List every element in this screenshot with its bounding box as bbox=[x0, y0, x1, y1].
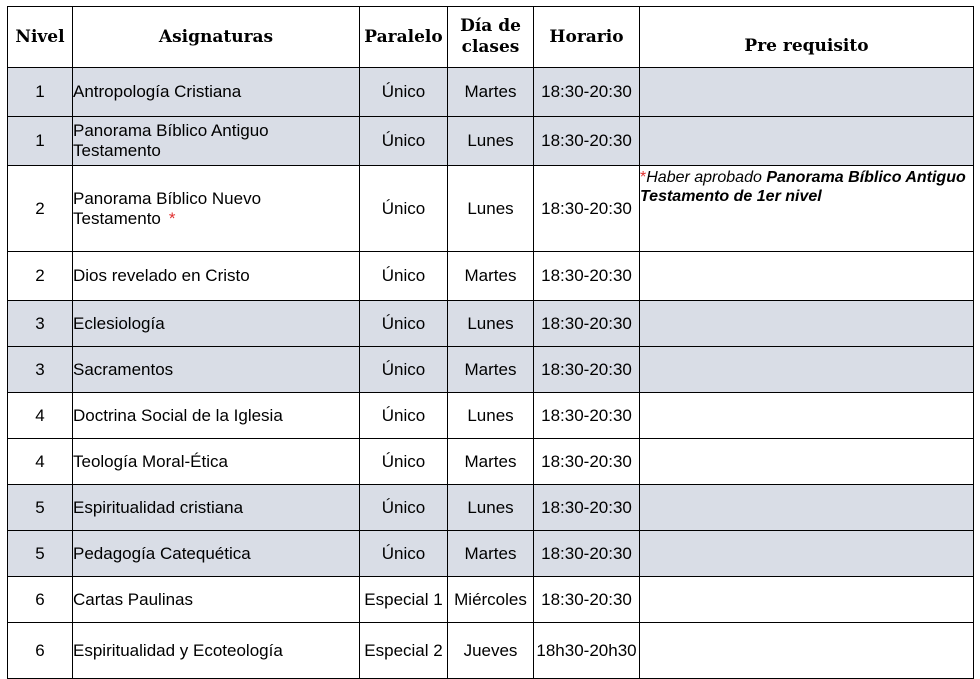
cell-nivel: 3 bbox=[8, 347, 73, 393]
cell-prerequisito bbox=[640, 301, 974, 347]
cell-asignatura bbox=[73, 577, 360, 623]
cell-horario: 18:30-20:30 bbox=[534, 68, 640, 117]
table-row bbox=[8, 347, 974, 393]
cell-paralelo: Único bbox=[360, 252, 448, 301]
header-dia bbox=[448, 7, 534, 68]
table-row bbox=[8, 485, 974, 531]
cell-paralelo: Único bbox=[360, 117, 448, 166]
table-row bbox=[8, 252, 974, 301]
cell-paralelo: Especial 1 bbox=[360, 577, 448, 623]
header-asignaturas: Asignaturas bbox=[73, 7, 360, 68]
cell-asignatura bbox=[73, 252, 360, 301]
cell-nivel: 5 bbox=[8, 485, 73, 531]
cell-asignatura bbox=[73, 531, 360, 577]
table-row bbox=[8, 577, 974, 623]
asignatura-text: Panorama Bíblico Nuevo Testamento bbox=[73, 188, 262, 228]
cell-nivel: 2 bbox=[8, 166, 73, 252]
cell-prerequisito bbox=[640, 577, 974, 623]
cell-dia: Martes bbox=[448, 439, 534, 485]
cell-dia: Lunes bbox=[448, 393, 534, 439]
cell-horario: 18:30-20:30 bbox=[534, 347, 640, 393]
schedule-body bbox=[8, 68, 974, 679]
cell-dia: Lunes bbox=[448, 117, 534, 166]
cell-paralelo: Único bbox=[360, 68, 448, 117]
cell-dia: Lunes bbox=[448, 301, 534, 347]
cell-horario: 18:30-20:30 bbox=[534, 393, 640, 439]
prereq-course: Panorama Bíblico Antiguo Testamento de 1er nivel bbox=[640, 169, 966, 205]
cell-nivel: 4 bbox=[8, 439, 73, 485]
cell-paralelo: Único bbox=[360, 439, 448, 485]
cell-dia: Lunes bbox=[448, 485, 534, 531]
cell-paralelo: Único bbox=[360, 393, 448, 439]
cell-prerequisito bbox=[640, 439, 974, 485]
header-dia-line2: clases bbox=[461, 37, 520, 57]
asignatura-text: Eclesiología bbox=[73, 313, 165, 333]
cell-horario: 18:30-20:30 bbox=[534, 485, 640, 531]
header-nivel: Nivel bbox=[8, 7, 73, 68]
table-row bbox=[8, 117, 974, 166]
cell-asignatura bbox=[73, 166, 360, 252]
cell-prerequisito bbox=[640, 252, 974, 301]
cell-dia: Miércoles bbox=[448, 577, 534, 623]
cell-dia: Martes bbox=[448, 68, 534, 117]
table-row bbox=[8, 623, 974, 679]
cell-dia: Martes bbox=[448, 252, 534, 301]
asignatura-text: Teología Moral-Ética bbox=[73, 451, 228, 471]
cell-paralelo: Único bbox=[360, 301, 448, 347]
cell-nivel: 6 bbox=[8, 623, 73, 679]
cell-prerequisito bbox=[640, 166, 974, 252]
asignatura-text: Panorama Bíblico Antiguo Testamento bbox=[73, 121, 269, 160]
asignatura-text: Espiritualidad cristiana bbox=[73, 497, 244, 517]
cell-horario: 18:30-20:30 bbox=[534, 531, 640, 577]
asignatura-text: Sacramentos bbox=[73, 359, 174, 379]
cell-asignatura bbox=[73, 301, 360, 347]
cell-horario: 18h30-20h30 bbox=[534, 623, 640, 679]
asignatura-text: Dios revelado en Cristo bbox=[73, 266, 250, 285]
cell-nivel: 1 bbox=[8, 68, 73, 117]
cell-prerequisito bbox=[640, 68, 974, 117]
schedule-table bbox=[7, 6, 974, 679]
cell-paralelo: Único bbox=[360, 531, 448, 577]
table-row bbox=[8, 166, 974, 252]
header-paralelo: Paralelo bbox=[360, 7, 448, 68]
prereq-asterisk: * bbox=[640, 169, 647, 186]
cell-nivel: 4 bbox=[8, 393, 73, 439]
cell-horario: 18:30-20:30 bbox=[534, 117, 640, 166]
table-row bbox=[8, 68, 974, 117]
cell-dia: Lunes bbox=[448, 166, 534, 252]
cell-nivel: 5 bbox=[8, 531, 73, 577]
prereq-text: Haber aprobado bbox=[646, 169, 767, 186]
cell-asignatura bbox=[73, 68, 360, 117]
cell-horario: 18:30-20:30 bbox=[534, 439, 640, 485]
cell-asignatura bbox=[73, 393, 360, 439]
cell-horario: 18:30-20:30 bbox=[534, 252, 640, 301]
cell-prerequisito bbox=[640, 531, 974, 577]
asignatura-text: Pedagogía Catequética bbox=[73, 543, 251, 563]
asterisk-mark: * bbox=[168, 208, 176, 228]
cell-nivel: 1 bbox=[8, 117, 73, 166]
cell-asignatura bbox=[73, 117, 360, 166]
asignatura-text: Antropología Cristiana bbox=[73, 82, 242, 101]
cell-paralelo: Único bbox=[360, 347, 448, 393]
cell-asignatura bbox=[73, 439, 360, 485]
cell-prerequisito bbox=[640, 485, 974, 531]
table-row bbox=[8, 439, 974, 485]
header-row bbox=[8, 7, 974, 68]
table-row bbox=[8, 301, 974, 347]
cell-prerequisito bbox=[640, 393, 974, 439]
table-row bbox=[8, 393, 974, 439]
header-horario: Horario bbox=[534, 7, 640, 68]
cell-prerequisito bbox=[640, 623, 974, 679]
cell-asignatura bbox=[73, 485, 360, 531]
asignatura-text: Cartas Paulinas bbox=[73, 589, 194, 609]
cell-dia: Martes bbox=[448, 531, 534, 577]
cell-asignatura bbox=[73, 347, 360, 393]
cell-asignatura bbox=[73, 623, 360, 679]
cell-dia: Jueves bbox=[448, 623, 534, 679]
cell-nivel: 6 bbox=[8, 577, 73, 623]
cell-prerequisito bbox=[640, 117, 974, 166]
asignatura-text: Espiritualidad y Ecoteología bbox=[73, 640, 283, 660]
header-dia-line1: Día de bbox=[460, 16, 521, 36]
header-prerequisito: Pre requisito bbox=[640, 7, 974, 68]
cell-horario: 18:30-20:30 bbox=[534, 577, 640, 623]
cell-paralelo: Especial 2 bbox=[360, 623, 448, 679]
table-row bbox=[8, 531, 974, 577]
cell-prerequisito bbox=[640, 347, 974, 393]
asignatura-text: Doctrina Social de la Iglesia bbox=[73, 405, 283, 425]
cell-paralelo: Único bbox=[360, 485, 448, 531]
cell-dia: Martes bbox=[448, 347, 534, 393]
cell-horario: 18:30-20:30 bbox=[534, 301, 640, 347]
cell-paralelo: Único bbox=[360, 166, 448, 252]
cell-nivel: 2 bbox=[8, 252, 73, 301]
cell-nivel: 3 bbox=[8, 301, 73, 347]
cell-horario: 18:30-20:30 bbox=[534, 166, 640, 252]
